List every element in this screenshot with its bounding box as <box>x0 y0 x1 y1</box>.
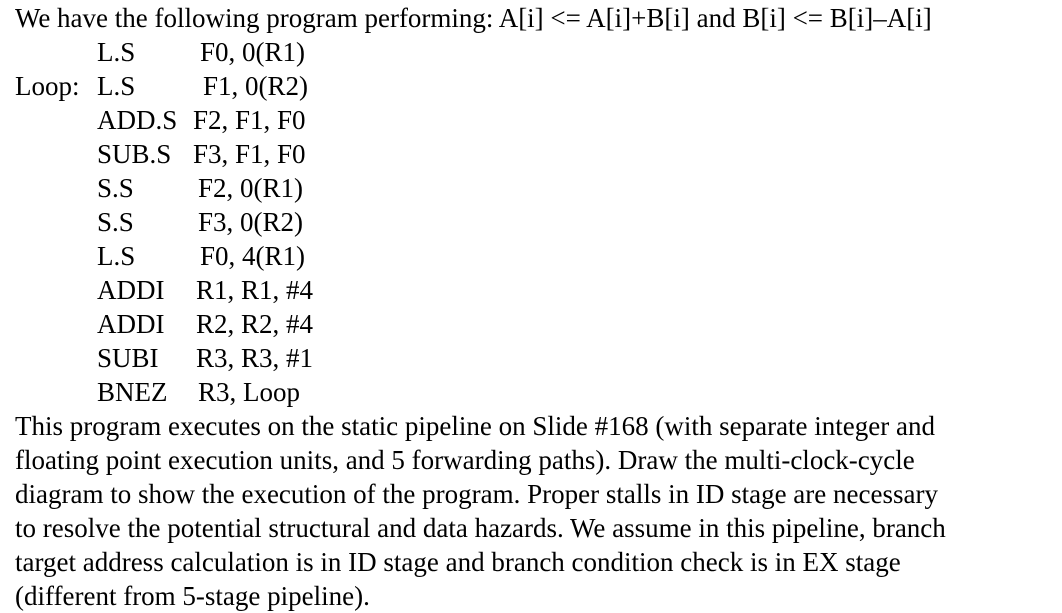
description-line: floating point execution units, and 5 forwarding paths). Draw the multi-clock-cycle <box>15 445 915 475</box>
code-opcode: ADD.S <box>97 105 178 135</box>
description-line: This program executes on the static pipeline on Slide #168 (with separate integer and <box>15 411 935 441</box>
description-line: (different from 5-stage pipeline). <box>15 581 370 611</box>
code-opcode: L.S <box>97 71 136 101</box>
code-operands: F0, 0(R1) <box>200 37 306 67</box>
code-opcode: ADDI <box>97 275 165 305</box>
code-operands: F3, F1, F0 <box>193 139 306 169</box>
description-line: diagram to show the execution of the program. Proper stalls in ID stage are necessary <box>15 479 938 509</box>
code-operands: R3, R3, #1 <box>196 343 314 373</box>
code-opcode: BNEZ <box>97 377 168 407</box>
code-operands: R1, R1, #4 <box>196 275 314 305</box>
code-opcode: SUB.S <box>97 139 172 169</box>
code-operands: F3, 0(R2) <box>198 207 304 237</box>
code-operands: F1, 0(R2) <box>203 71 309 101</box>
code-opcode: S.S <box>97 207 134 237</box>
intro-text: We have the following program performing: A[i] <= A[i]+B[i] and B[i] <= B[i]–A[i] <box>15 3 932 33</box>
code-operands: F2, F1, F0 <box>193 105 306 135</box>
description-line: to resolve the potential structural and data hazards. We assume in this pipeline, branch <box>15 513 946 543</box>
code-operands: F2, 0(R1) <box>198 173 304 203</box>
code-opcode: L.S <box>97 241 136 271</box>
code-opcode: L.S <box>97 37 136 67</box>
code-opcode: ADDI <box>97 309 165 339</box>
code-label: Loop: <box>15 71 80 101</box>
code-opcode: SUBI <box>97 343 159 373</box>
code-operands: F0, 4(R1) <box>200 241 306 271</box>
code-operands: R2, R2, #4 <box>196 309 314 339</box>
description-line: target address calculation is in ID stage and branch condition check is in EX stage <box>15 547 901 577</box>
code-operands: R3, Loop <box>198 377 301 407</box>
code-opcode: S.S <box>97 173 134 203</box>
